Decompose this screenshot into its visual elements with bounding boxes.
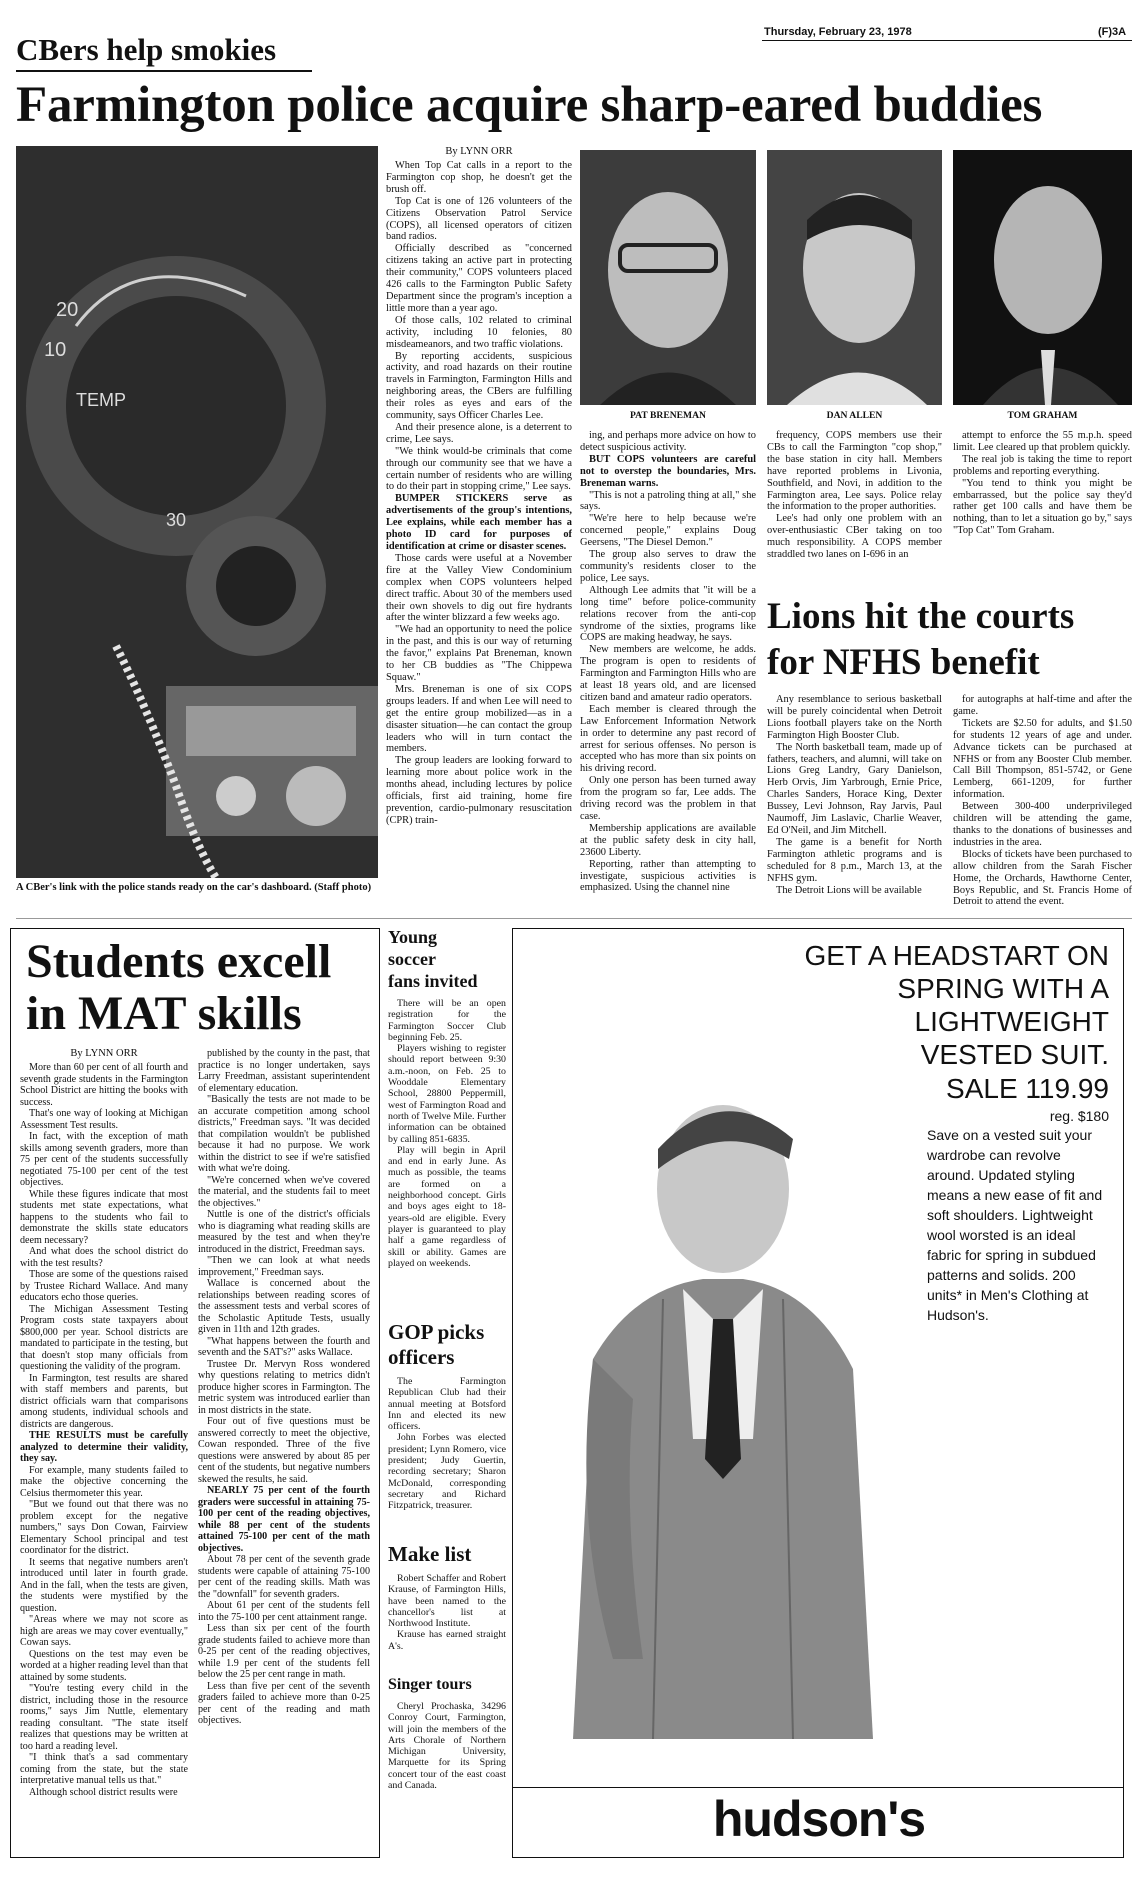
paragraph: Cheryl Prochaska, 34296 Conroy Court, Farmington, will join the members of the Arts Chorale of Northern Michigan University, Marquette for its Spring concert tour of the east coast and Canada. xyxy=(388,1701,506,1792)
paragraph: Although Lee admits that "it will be a long time" before police-community relations recover from the anti-cop syndrome of the sixties, programs like COPS are making headway, he says. xyxy=(580,584,756,644)
paragraph: BUMPER STICKERS serve as advertisements of the group's intentions, Lee explains, while each member has a photo ID card for purposes of identification at crime or disaster scenes. xyxy=(386,493,572,552)
soccer-headline-line-1: Young xyxy=(388,927,438,947)
paragraph: "Areas where we may not score as high are areas we may cover eventually," Cowan says. xyxy=(20,1614,188,1648)
portrait-caption: DAN ALLEN xyxy=(826,410,883,421)
paragraph: "We're concerned when we've covered the material, and the students fail to meet the objectives." xyxy=(198,1174,370,1209)
paragraph: Those are some of the questions raised by Trustee Richard Wallace. And many educators echo those queries. xyxy=(20,1269,188,1303)
paragraph: THE RESULTS must be carefully analyzed to determine their validity, they say. xyxy=(20,1430,188,1464)
police-byline: By LYNN ORR xyxy=(445,146,513,157)
ad-headline-line-1: GET A HEADSTART ON xyxy=(804,940,1109,971)
masthead-date: Thursday, February 23, 1978 xyxy=(764,26,912,38)
paragraph: Membership applications are available at the public safety desk in city hall, 23600 Liberty. xyxy=(580,822,756,858)
paragraph: John Forbes was elected president; Lynn Romero, vice president; Judy Guertin, recording secretary; Sharon McDonald, corresponding secretary and Richard Fitzpatrick, treasurer. xyxy=(388,1432,506,1512)
paragraph: Each member is cleared through the Law Enforcement Information Network in order to determine any past record of arrest for serious offenses. No person is accepted who has more than six points on his driving record. xyxy=(580,703,756,775)
paragraph: The real job is taking the time to report problems and reporting everything. xyxy=(953,453,1132,477)
portrait-breneman xyxy=(580,150,756,405)
paragraph: "Basically the tests are not made to be an accurate competition among school districts," Freedman says. "It was decided that compilation wouldn't be published because it had no purpose. We work within the district to see if we're satisfied with what we're doing. xyxy=(198,1094,370,1174)
paragraph: Between 300-400 underprivileged children will be attending the game, thanks to the donations of businesses and industries in the area. xyxy=(953,801,1132,848)
students-col-2 xyxy=(198,1048,370,1848)
paragraph: Less than five per cent of the seventh graders failed to achieve more than 0-25 per cent of the reading and math objectives. xyxy=(198,1680,370,1726)
paragraph: About 78 per cent of the seventh grade students were capable of attaining 75-100 per cent of the reading skills. Math was the "downfall" for seventh graders. xyxy=(198,1554,370,1600)
portrait-graham xyxy=(953,150,1132,405)
paragraph: For example, many students failed to make the objective concerning the Celsius thermometer this year. xyxy=(20,1464,188,1499)
paragraph: The Detroit Lions will be available xyxy=(776,884,922,896)
hudsons-ad xyxy=(512,928,1124,1858)
paragraph: Less than six per cent of the fourth grade students failed to achieve more than 0-25 per cent of the reading objectives, while 1.9 per cent of the students fell below the 25 per cent range in math. xyxy=(198,1623,370,1680)
ad-body: Save on a vested suit your wardrobe can revolve around. Updated styling means a new ease of fit and soft shoulders. Lightweight wool worsted is an ideal fabric for spring in subdued patterns and solids. 200 units* in Men's Clothing at Hudson's. xyxy=(927,1127,1103,1323)
paragraph: The group also serves to draw the community's residents closer to the police, Lee says. xyxy=(580,549,756,584)
portrait-image xyxy=(580,150,756,405)
paragraph: The Michigan Assessment Testing Program costs state taxpayers about $800,000 per year. School districts are mandated to participate in the testing, but that doesn't stop many officials from questioning the validity of the program. xyxy=(20,1303,188,1372)
paragraph: Top Cat is one of 126 volunteers of the Citizens Observation Patrol Service (COPS), all licensed operators of citizen band radios. xyxy=(386,195,572,243)
portrait-image xyxy=(953,150,1132,405)
portrait-image xyxy=(767,150,942,405)
header-rule xyxy=(762,40,1132,41)
portrait-allen xyxy=(767,150,942,405)
students-headline-line-1: Students excell xyxy=(26,935,332,988)
paragraph: attempt to enforce the 55 m.p.h. speed limit. Lee cleared up that problem quickly. xyxy=(953,430,1132,453)
paragraph: That's one way of looking at Michigan Assessment Test results. xyxy=(20,1108,188,1131)
gop-headline-line-1: GOP picks xyxy=(388,1320,485,1344)
dashboard-cb-radio-photo xyxy=(16,146,378,878)
ad-headline-line-2: SPRING WITH A xyxy=(897,973,1109,1004)
police-photo-caption: A CBer's link with the police stands ready on the car's dashboard. (Staff photo) xyxy=(16,882,372,893)
ad-logo-rule xyxy=(513,1787,1124,1788)
portrait-caption: TOM GRAHAM xyxy=(1007,410,1078,421)
paragraph: And their presence alone, is a deterrent to crime, Lee says. xyxy=(386,421,572,445)
paragraph: While these figures indicate that most students met state expectations, what happens to the students who fail to demonstrate the skills state educators deem necessary? xyxy=(20,1188,188,1246)
paragraph: "You're testing every child in the district, including those in the resource rooms," says Jim Nuttle, elementary reading consultant. "The state itself realizes that questions may be written at too hard a reading level. xyxy=(20,1683,188,1752)
singer-headline: Singer tours xyxy=(388,1676,472,1693)
paragraph: Wallace is concerned about the relationships between reading scores of the assessment tests and verbal scores of the Scholastic Aptitude Tests, usually given in 11th and 12th grades. xyxy=(198,1278,370,1335)
lions-col-2 xyxy=(953,694,1132,906)
paragraph: Any resemblance to serious basketball will be purely coincidental when Detroit Lions football players take on the North Farmington High Booster Club. xyxy=(767,694,942,741)
police-col-2 xyxy=(580,430,756,910)
soccer-headline-line-3: fans invited xyxy=(388,971,478,991)
lions-col-1 xyxy=(767,694,942,906)
cb-radio-image xyxy=(16,146,378,878)
paragraph: "This is not a patroling thing at all," she says. xyxy=(580,489,756,513)
paragraph: Officially described as "concerned citizens taking an active part in protecting their community," COPS volunteers placed 426 calls to the Farmington Public Safety Department since the program's inception a little more than a year ago. xyxy=(386,243,572,314)
paragraph: Although school district results were xyxy=(29,1786,178,1798)
hudsons-logo: hudson's xyxy=(712,1791,926,1847)
paragraph: published by the county in the past, that practice is no longer undertaken, says Larry Freedman, assistant superintendent of elementary education. xyxy=(198,1048,370,1094)
paragraph: About 61 per cent of the students fell into the 75-100 per cent attainment range. xyxy=(198,1600,370,1623)
gop-body xyxy=(388,1376,506,1532)
page-number: (F)3A xyxy=(1098,26,1127,38)
makelist-body xyxy=(388,1573,506,1663)
paragraph: Those cards were useful at a November fire at the Valley View Condominium complex when COPS volunteers helped direct traffic. About 30 of the members used their own shovels to dig out fire hydrants after the winter blizzard a few weeks ago. xyxy=(386,552,572,624)
paragraph: And what does the school district do with the test results? xyxy=(20,1246,188,1269)
paragraph: The game is a benefit for North Farmington athletic programs and is scheduled for 8 p.m., March 13, at the NFHS gym. xyxy=(767,836,942,884)
svg-text:20: 20 xyxy=(56,299,79,321)
paragraph: "We had an opportunity to need the police in the past, and this is our way of returning the favor," explains Pat Breneman, known to her CB buddies as "The Chippewa Squaw." xyxy=(386,624,572,683)
police-col-1 xyxy=(386,160,572,904)
paragraph: Trustee Dr. Mervyn Ross wondered why questions relating to metrics didn't produce higher scores in Farmington. The metric system was introduced earlier than in most districts in the state. xyxy=(198,1358,370,1416)
paragraph: BUT COPS volunteers are careful not to overstep the boundaries, Mrs. Breneman warns. xyxy=(580,453,756,489)
paragraph: "We think would-be criminals that come through our community see that we have a certain number of residents who are willing to do their part in stopping crime," Lee says. xyxy=(386,445,572,493)
gop-headline-line-2: officers xyxy=(388,1345,455,1369)
paragraph: Nuttle is one of the district's officials who is diagraming what reading skills are measured by the test and when they're introduced in the district, Freedman says. xyxy=(198,1209,370,1255)
paragraph: Robert Schaffer and Robert Krause, of Farmington Hills, have been named to the chancellor's list at Northwood Institute. xyxy=(388,1573,506,1630)
paragraph: Of those calls, 102 related to criminal activity, including 10 felonies, 80 misdeameanors, and two traffic violations. xyxy=(386,314,572,350)
kicker-rule xyxy=(16,70,312,72)
ad-regular-price: reg. $180 xyxy=(1049,1108,1109,1124)
police-col-3 xyxy=(767,430,942,592)
police-col-4 xyxy=(953,430,1132,592)
ad-headline-line-4: VESTED SUIT. xyxy=(920,1039,1109,1070)
paragraph: frequency, COPS members use their CBs to call the Farmington "cop shop," the base station in city hall. Members have reported problems in Livonia, Southfield, and Novi, in addition to the Farmington area, Lee says. Police relay the information to the proper authorities. xyxy=(767,430,942,513)
svg-text:30: 30 xyxy=(166,510,187,530)
paragraph: Four out of five questions must be answered correctly to meet the objective, Cowan responded. Three of the five questions were answered by about 85 per cent of the students, but negative numbers skewed the results, he said. xyxy=(198,1416,370,1485)
paragraph: There will be an open registration for the Farmington Soccer Club beginning Feb. 25. xyxy=(388,998,506,1043)
paragraph: Krause has earned straight A's. xyxy=(388,1629,506,1652)
paragraph: "What happens between the fourth and seventh and the SAT's?" asks Wallace. xyxy=(198,1335,370,1358)
singer-body xyxy=(388,1701,506,1811)
paragraph: By reporting accidents, suspicious activity, and road hazards on their routine travels in Farmington, Farmington Hills and neighboring areas, the CBers are fulfilling their roles as eyes and ears of the community, says Officer Charles Lee. xyxy=(386,350,572,422)
lions-headline-line-1: Lions hit the courts xyxy=(767,596,1075,637)
paragraph: The North basketball team, made up of fathers, teachers, and alumni, will take on Lions Greg Landry, Gary Danielson, Herb Orvis, Jim Yarbrough, Ernie Price, Charles Sanders, Horace King, Dexter Bussey, Levi Johnson, Ray Jarvis, Paul Naumoff, Jim Laslavic, Charlie Weaver, Ed O'Neil, and Jim Mitchell. xyxy=(767,741,942,836)
paragraph: NEARLY 75 per cent of the fourth graders were successful in attaining 75-100 per cent of the reading objectives, while 88 per cent of the students attained 75-100 per cent of the math objectives. xyxy=(198,1485,370,1554)
paragraph: Tickets are $2.50 for adults, and $1.50 for students 12 years of age and under. Advance tickets can be purchased at NFHS or from any Booster Club member. Call Bill Thompson, 851-5742, or Gene Lemberg, 661-1209, for further information. xyxy=(953,717,1132,801)
paragraph: Mrs. Breneman is one of six COPS groups leaders. If and when Lee will need to get the entire group mobilized—as in a disaster situation—he can contact the group leaders who will in turn contact the members. xyxy=(386,683,572,755)
paragraph: "You tend to think you might be embarrassed, but the police say they'd rather get 100 calls and have them be nothing, than to let a situation go by," says "Top Cat" Tom Graham. xyxy=(953,477,1132,537)
paragraph: Lee's had only one problem with an over-enthusiastic CBer taking on too much responsibility. A COPS member straddled two lanes on I-696 in an xyxy=(767,513,942,561)
svg-text:TEMP: TEMP xyxy=(76,390,127,410)
svg-text:10: 10 xyxy=(44,339,67,361)
ad-sale-price: SALE 119.99 xyxy=(946,1073,1109,1104)
paragraph: It seems that negative numbers aren't introduced until later in fourth grade. And in the fall, when the tests are given, the students were mystified by the question. xyxy=(20,1556,188,1614)
paragraph: In fact, with the exception of math skills among seventh graders, more than 75 per cent of the students successfully negotiated 75-100 per cent of the test objectives. xyxy=(20,1131,188,1188)
paragraph: "We're here to help because we're concerned people," explains Doug Geersens, "The Diesel Demon." xyxy=(580,513,756,549)
students-byline: By LYNN ORR xyxy=(70,1048,138,1059)
students-headline-line-2: in MAT skills xyxy=(26,987,302,1040)
paragraph: More than 60 per cent of all fourth and seventh grade students in the Farmington School District are hitting the books with success. xyxy=(20,1062,188,1108)
paragraph: The group leaders are looking forward to learning more about police work in the months ahead, including lectures by police officials, first aid training, home fire prevention, cardio-pulmonary resuscitation (CPR) train- xyxy=(386,755,572,826)
paragraph: Blocks of tickets have been purchased to allow children from the Sarah Fischer Home, the Orchards, Hawthorne Center, Boys Republic, and St. Francis Home of Detroit to attend the event. xyxy=(953,848,1132,906)
paragraph: When Top Cat calls in a report to the Farmington cop shop, he doesn't get the brush off. xyxy=(386,160,572,195)
paragraph: "Then we can look at what needs improvement," Freedman says. xyxy=(198,1255,370,1278)
portrait-caption: PAT BRENEMAN xyxy=(630,410,706,421)
paragraph: In Farmington, test results are shared with staff members and parents, but district officials warn that comparisons among students, individual schools and districts are dangerous. xyxy=(20,1372,188,1430)
paragraph: Questions on the test may even be worded at a higher reading level than that attained by some students. xyxy=(20,1648,188,1683)
paragraph: The Farmington Republican Club had their annual meeting at Botsford Inn and elected its new officers. xyxy=(388,1376,506,1433)
paragraph: ing, and perhaps more advice on how to detect suspicious activity. xyxy=(580,430,756,453)
soccer-body xyxy=(388,998,506,1310)
paragraph: Only one person has been turned away from the program so far, Lee adds. The driving record was the problem in that case. xyxy=(580,775,756,822)
paragraph: Play will begin in April and end in early June. As much as possible, the teams are formed on a neighborhood concept. Girls and boys ages eight to 18-years-old are eligible. Every player is guaranteed to play half a game regardless of skill or ability. Games are played on weekends. xyxy=(388,1144,506,1269)
paragraph: "I think that's a sad commentary coming from the state, but the state interpretative manual tells us that." xyxy=(20,1752,188,1786)
paragraph: "But we found out that there was no problem except for the negative numbers," says Don Cowan, Fairview Elementary School principal and test coordinator for the district. xyxy=(20,1499,188,1556)
kicker: CBers help smokies xyxy=(16,32,277,67)
paragraph: for autographs at half-time and after the game. xyxy=(953,694,1132,717)
students-col-1 xyxy=(20,1062,188,1852)
section-rule xyxy=(16,918,1132,919)
paragraph: New members are welcome, he adds. The program is open to residents of Farmington and Farmington Hills who are at least 18 years old, and are licensed citizen band and amateur radio operators. xyxy=(580,644,756,703)
ad-headline-line-3: LIGHTWEIGHT xyxy=(914,1006,1109,1037)
paragraph: Players wishing to register should report between 9:30 a.m.-noon, on Feb. 25 to Wooddale Elementary School, 28800 Peppermill, west of Farmington Road and north of Twelve Mile. Further information can be obtained by calling 851-6835. xyxy=(388,1043,506,1145)
lions-headline-line-2: for NFHS benefit xyxy=(767,642,1040,683)
soccer-headline-line-2: soccer xyxy=(388,949,436,969)
paragraph: Reporting, rather than attempting to investigate, suspicious activities is emphasized. Using the channel nine xyxy=(580,858,756,894)
makelist-headline: Make list xyxy=(388,1542,472,1566)
police-headline: Farmington police acquire sharp-eared buddies xyxy=(16,77,1043,133)
